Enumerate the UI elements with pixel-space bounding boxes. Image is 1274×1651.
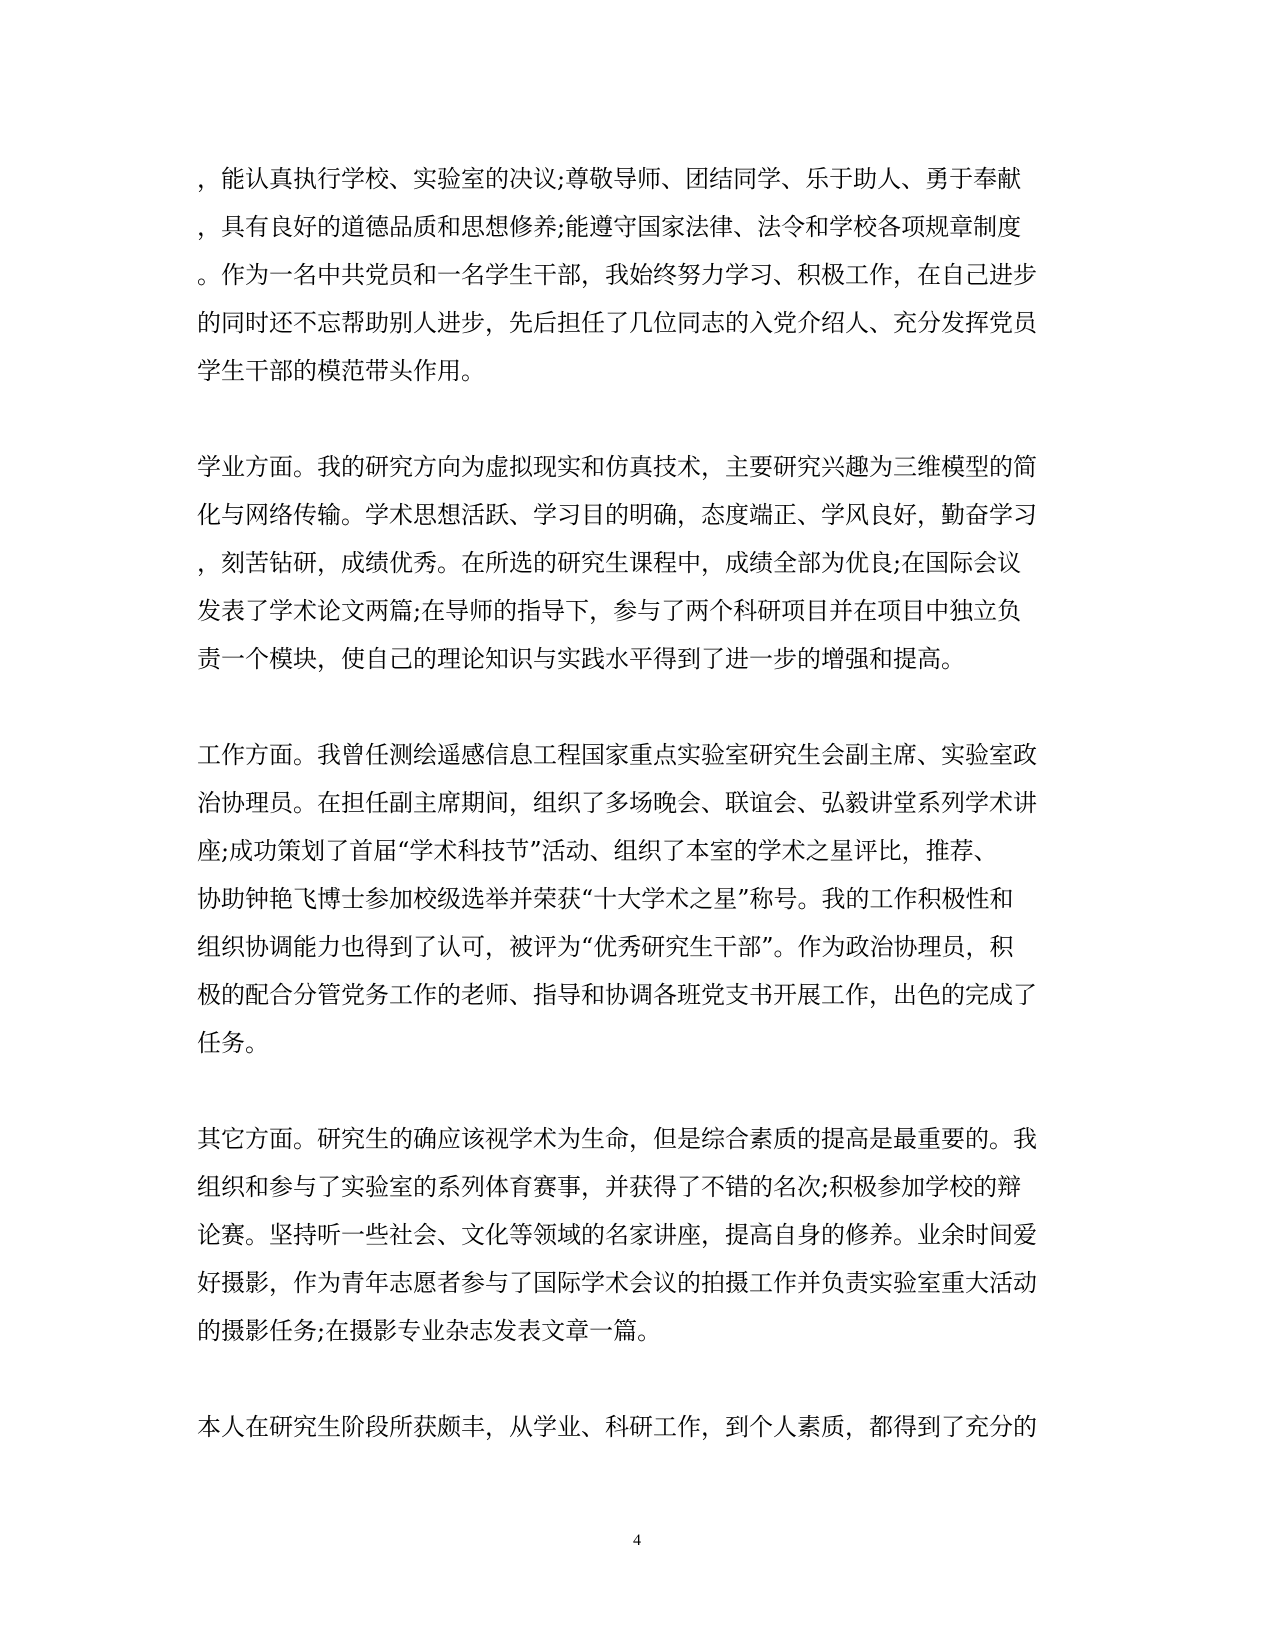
text-line: 其它方面。研究生的确应该视学术为生命，但是综合素质的提高是最重要的。我 [197, 1125, 1037, 1153]
text-line: 协助钟艳飞博士参加校级选举并荣获“十大学术之星”称号。我的工作积极性和 [197, 885, 1014, 913]
text-line: 的摄影任务;在摄影专业杂志发表文章一篇。 [197, 1317, 662, 1345]
text-line: ，具有良好的道德品质和思想修养;能遵守国家法律、法令和学校各项规章制度 [197, 213, 1022, 241]
text-line: 组织协调能力也得到了认可，被评为“优秀研究生干部”。作为政治协理员，积 [197, 933, 1014, 961]
text-line: 座;成功策划了首届“学术科技节”活动、组织了本室的学术之星评比，推荐、 [197, 837, 998, 865]
text-line: 责一个模块，使自己的理论知识与实践水平得到了进一步的增强和提高。 [197, 645, 965, 673]
text-line: 工作方面。我曾任测绘遥感信息工程国家重点实验室研究生会副主席、实验室政 [197, 741, 1037, 769]
text-line: 极的配合分管党务工作的老师、指导和协调各班党支书开展工作，出色的完成了 [197, 981, 1037, 1009]
paragraph [197, 1115, 1077, 1355]
text-line: ，刻苦钻研，成绩优秀。在所选的研究生课程中，成绩全部为优良;在国际会议 [197, 549, 1022, 577]
text-line: 本人在研究生阶段所获颇丰，从学业、科研工作，到个人素质，都得到了充分的 [197, 1413, 1037, 1441]
text-line: 。作为一名中共党员和一名学生干部，我始终努力学习、积极工作，在自己进步 [197, 261, 1037, 289]
text-line: 学生干部的模范带头作用。 [197, 357, 485, 385]
text-line: 任务。 [197, 1029, 269, 1057]
paragraph [197, 731, 1077, 1067]
text-line: 好摄影，作为青年志愿者参与了国际学术会议的拍摄工作并负责实验室重大活动 [197, 1269, 1037, 1297]
paragraph [197, 443, 1077, 683]
text-line: ，能认真执行学校、实验室的决议;尊敬导师、团结同学、乐于助人、勇于奉献 [197, 165, 1022, 193]
paragraph [197, 1403, 1077, 1451]
text-line: 化与网络传输。学术思想活跃、学习目的明确，态度端正、学风良好，勤奋学习 [197, 501, 1037, 529]
paragraph [197, 155, 1077, 395]
text-line: 论赛。坚持听一些社会、文化等领域的名家讲座，提高自身的修养。业余时间爱 [197, 1221, 1037, 1249]
text-line: 治协理员。在担任副主席期间，组织了多场晚会、联谊会、弘毅讲堂系列学术讲 [197, 789, 1037, 817]
text-line: 组织和参与了实验室的系列体育赛事，并获得了不错的名次;积极参加学校的辩 [197, 1173, 1022, 1201]
text-line: 发表了学术论文两篇;在导师的指导下，参与了两个科研项目并在项目中独立负 [197, 597, 1022, 625]
text-line: 学业方面。我的研究方向为虚拟现实和仿真技术，主要研究兴趣为三维模型的简 [197, 453, 1037, 481]
document-body [197, 155, 1077, 1451]
text-line: 的同时还不忘帮助别人进步，先后担任了几位同志的入党介绍人、充分发挥党员 [197, 309, 1037, 337]
page-number: 4 [633, 1532, 641, 1549]
